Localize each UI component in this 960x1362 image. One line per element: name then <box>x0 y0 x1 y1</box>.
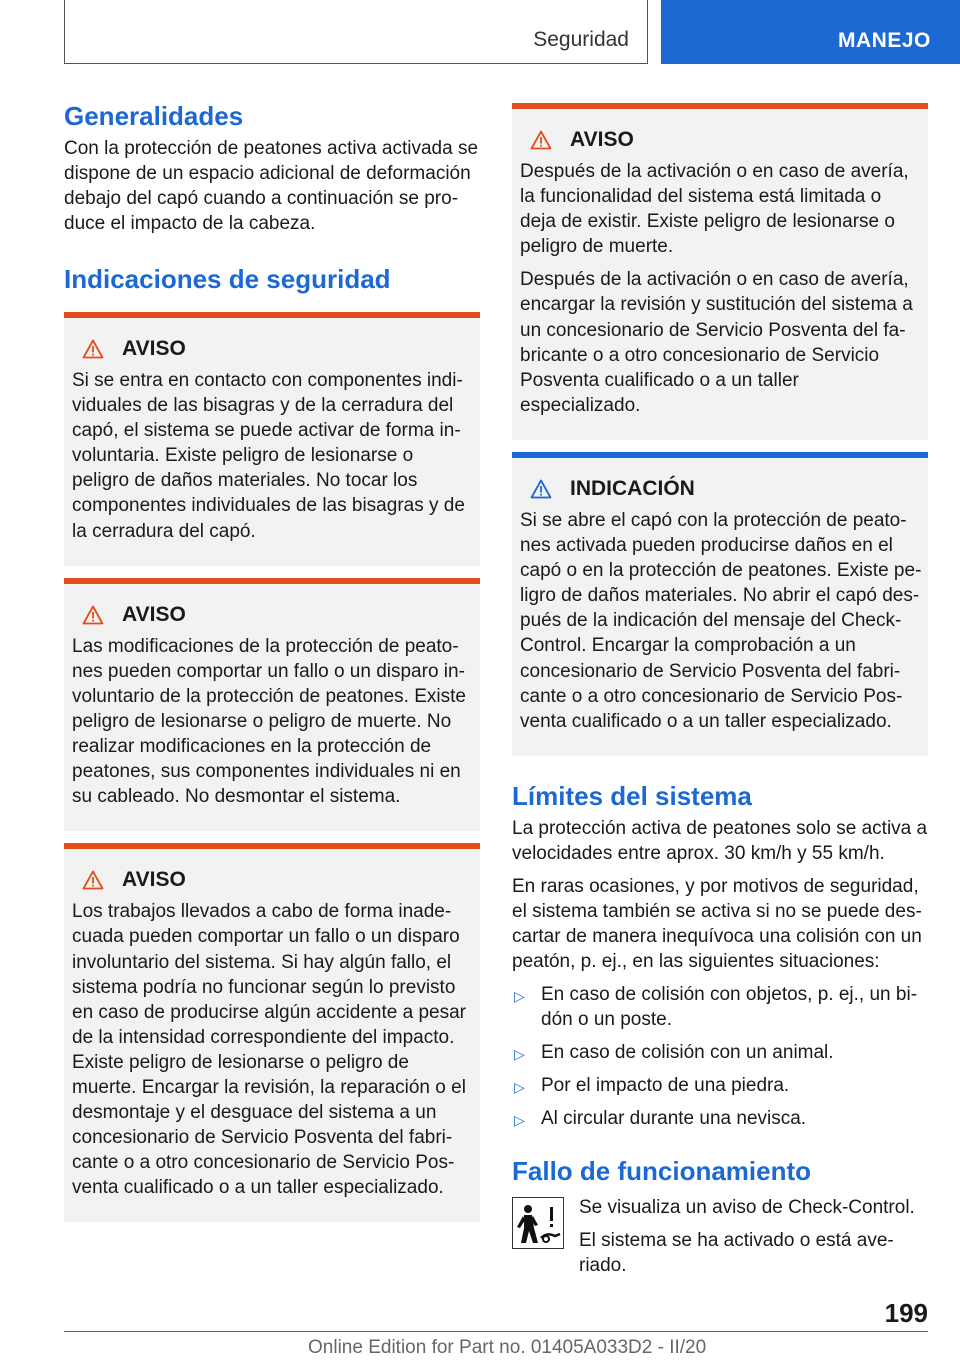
heading-generalidades: Generalidades <box>64 101 244 131</box>
footer-divider <box>64 1331 928 1332</box>
warning-box-3 <box>64 843 480 1222</box>
note-box-1-label: INDICACIÓN <box>570 476 695 500</box>
warning-box-1-text: Si se entra en contacto con componentes individuales de las bisagras y de la cerradura del capó, el sistema se puede activar de forma involuntaria. Existe peligro de lesionarse o peligro de daños materiales. No tocar los componentes individuales de las bisagras y de la cerradura del capó. <box>72 370 465 542</box>
warning-box-3-label: AVISO <box>122 868 186 892</box>
warning-box-4 <box>512 103 928 440</box>
warning-triangle-icon <box>530 130 552 150</box>
warning-box-3-text: Los trabajos llevados a cabo de forma inadecuada pueden comportar un fallo o un disparo involuntario del sistema. Si hay algún fallo, el sistema podría no funcionar según lo previsto en caso de producirse algún accidente a pesar de la intensidad correspondiente del impacto. Existe peligro de lesionarse o peligro de muerte. Encargar la revisión, la reparación o el desmontaje y el desguace del sistema a un concesionario de Servicio Posventa del fabricante o a otro concesionario de Servicio Posventa cualificado o a un taller especializado. <box>72 901 466 1199</box>
heading-indicaciones-seguridad: Indicaciones de seguridad <box>64 264 391 294</box>
warning-box-2-title <box>72 602 474 628</box>
warning-box-1-title <box>72 336 474 362</box>
heading-fallo-funcionamiento: Fallo de funcionamiento <box>512 1155 812 1186</box>
triangle-bullet-icon: ▷ <box>514 1078 525 1095</box>
note-box-1-text: Si se abre el capó con la protección de peatones activada pueden producirse daños en el capó o en la protección de peatones. Existe peligro de daños materiales. No abrir el capó después de la indicación del mensaje del Check-Control. Encargar la comprobación a un concesionario de Servicio Posventa del fabricante o a otro concesionario de Servicio Posventa cualificado o a un taller especializado. <box>520 509 922 732</box>
warning-triangle-icon <box>530 479 552 499</box>
header-section-box <box>64 0 648 64</box>
note-box-1 <box>512 452 928 756</box>
pedestrian-protection-icon <box>512 1197 564 1249</box>
header-chapter-tab <box>661 0 960 64</box>
warning-box-4-text-2: Después de la activación o en caso de avería, encargar la revisión y sustitución del sistema a un concesionario de Servicio Posventa del fabricante o a otro concesionario de Servicio Posventa cualificado o a un taller especializado. <box>520 269 913 416</box>
left-column <box>64 100 480 1222</box>
list-item: ▷ Al circular durante una nevisca. <box>512 1106 928 1131</box>
fault-text <box>579 1195 928 1278</box>
paragraph-limites-2: En raras ocasiones, y por motivos de seguridad, el sistema también se activa si no se puede descartar de manera inequívoca una colisión con un peatón, p. ej., en las siguientes situaciones: <box>512 875 922 972</box>
list-item: ▷ En caso de colisión con un animal. <box>512 1040 928 1065</box>
warning-box-3-title <box>72 867 474 893</box>
warning-box-2 <box>64 578 480 832</box>
situations-list <box>512 982 928 1131</box>
warning-triangle-icon <box>82 605 104 625</box>
list-item: ▷ En caso de colisión con objetos, p. ej., un bidón o un poste. <box>514 983 918 1030</box>
paragraph-generalidades: Con la protección de peatones activa activada se dispone de un espacio adicional de deformación debajo del capó cuando a continuación se produce el impacto de la cabeza. <box>64 138 479 234</box>
warning-triangle-icon <box>82 339 104 359</box>
header-chapter-title: MANEJO <box>838 29 931 52</box>
warning-box-4-label: AVISO <box>570 128 634 151</box>
triangle-bullet-icon: ▷ <box>514 987 525 1004</box>
warning-box-4-title <box>520 127 922 153</box>
list-item: ▷ Por el impacto de una piedra. <box>512 1073 928 1098</box>
warning-box-4-text-1: Después de la activación o en caso de avería, la funcionalidad del sistema está limitada o deja de existir. Existe peligro de lesionarse o peligro de muerte. <box>520 161 909 258</box>
note-box-1-title <box>520 476 922 502</box>
warning-box-1 <box>64 312 480 566</box>
fault-row <box>512 1195 928 1278</box>
paragraph-limites-1: La protección activa de peatones solo se activa a velocidades entre aprox. 30 km/h y 55 km/h. <box>512 817 928 864</box>
warning-box-2-text: Las modificaciones de la protección de peatones pueden comportar un fallo o un disparo involuntario de la protección de peatones. Existe peligro de lesionarse o peligro de muerte. No realizar modificaciones en la protección de peatones, sus componentes individuales ni en su cableado. No desmontar el sistema. <box>72 635 466 808</box>
right-column <box>512 103 928 1278</box>
triangle-bullet-icon: ▷ <box>514 1111 525 1128</box>
heading-limites-sistema: Límites del sistema <box>512 780 752 811</box>
footer-edition: Online Edition for Part no. 01405A033D2 - II/20 <box>308 1337 707 1358</box>
triangle-bullet-icon: ▷ <box>514 1045 525 1062</box>
paragraph-fallo-2: El sistema se ha activado o está averiado. <box>579 1229 894 1276</box>
header-section-title: Seguridad <box>533 28 629 51</box>
warning-box-1-label: AVISO <box>122 337 186 360</box>
warning-triangle-icon <box>82 870 104 890</box>
page-number: 199 <box>884 1298 928 1328</box>
paragraph-fallo-1: Se visualiza un aviso de Check-Control. <box>579 1196 915 1218</box>
warning-box-2-label: AVISO <box>122 602 186 626</box>
